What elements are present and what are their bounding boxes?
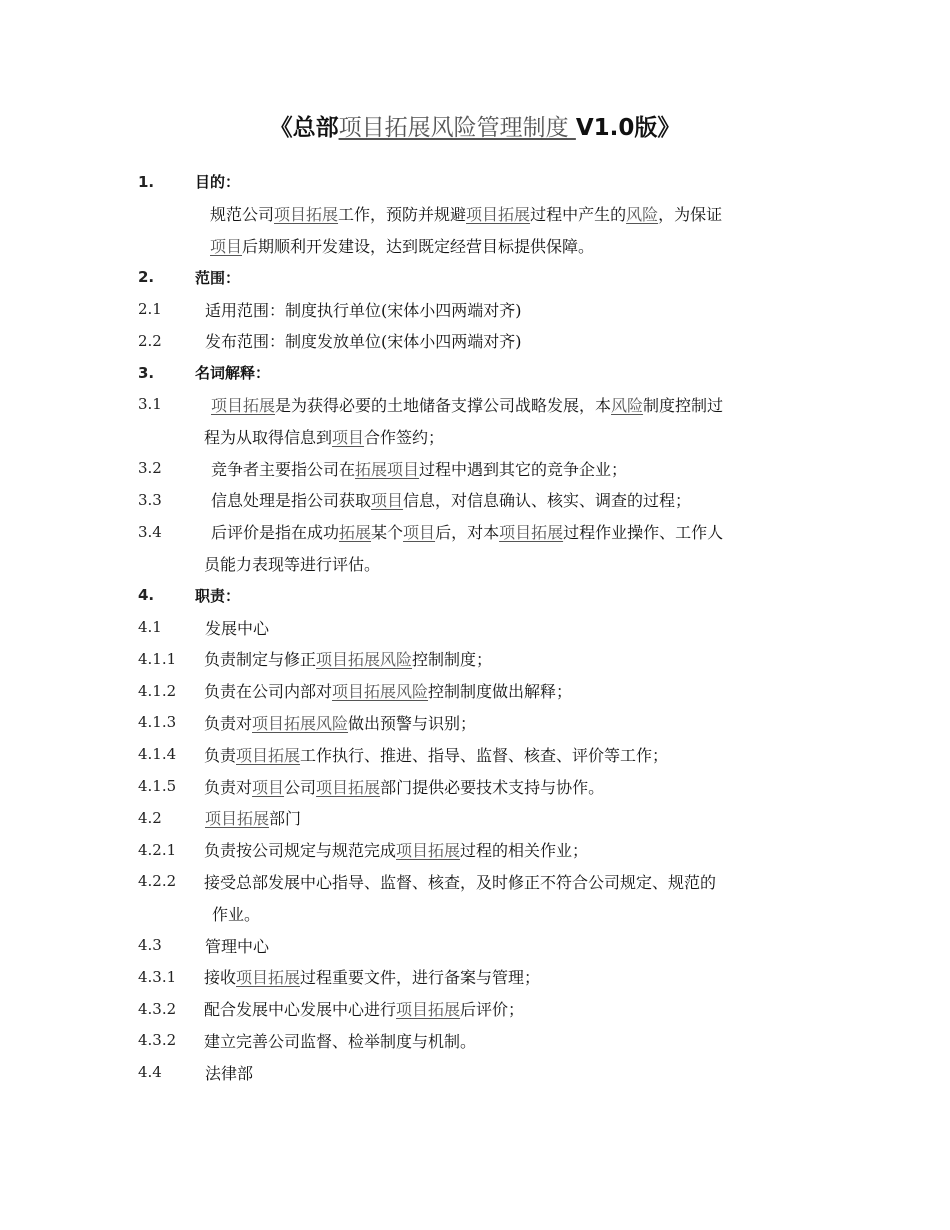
clause-text: 发展中心 (205, 618, 270, 638)
keyword-link: 项目拓展风险 (252, 713, 349, 733)
keyword-link: 项目拓展 (211, 395, 276, 415)
clause-text: 法律部 (205, 1063, 254, 1083)
keyword-link: 项目拓展 (274, 205, 339, 225)
clause-4-3-2 (138, 993, 818, 1025)
clause-4-1-2 (138, 675, 818, 707)
keyword-link: 项目 (210, 236, 243, 256)
section-heading-scope (138, 261, 818, 293)
clause-4-3-2b (138, 1025, 818, 1057)
clause-text: 接受总部发展中心指导、监督、核查，及时修正不符合公司规定、规范的 (204, 872, 717, 892)
clause-number: 4.1.2 (138, 681, 177, 700)
clause-number: 4.2.1 (138, 840, 177, 859)
purpose-line-2 (138, 230, 818, 262)
title-suffix: V1.0版》 (575, 115, 681, 141)
clause-number: 3.3 (138, 490, 162, 509)
clause-4-3-1 (138, 961, 818, 993)
document-title (0, 110, 950, 146)
text-run: 控制制度做出解释； (428, 682, 573, 702)
clause-3-3 (138, 484, 818, 516)
title-prefix: 《总部 (269, 115, 339, 141)
text-run: 公司 (284, 777, 317, 797)
section-number: 2. (138, 268, 155, 287)
clause-number: 4.1.1 (138, 649, 177, 668)
text-run: 负责对 (204, 713, 253, 733)
text-run: 后期顺利开发建设，达到既定经营目标提供保障。 (242, 236, 595, 256)
text-run: 信息处理是指公司获取 (211, 491, 372, 511)
keyword-link: 拓展 (339, 523, 372, 543)
clause-text: 建立完善公司监督、检举制度与机制。 (204, 1031, 477, 1051)
clause-4-2 (138, 802, 818, 834)
clause-4-1 (138, 611, 818, 643)
keyword-link: 项目拓展 (396, 841, 461, 861)
clause-number: 4.1.3 (138, 713, 177, 732)
keyword-link: 风险 (611, 395, 644, 415)
text-run: 过程重要文件，进行备案与管理； (300, 968, 541, 988)
text-run: 工作，预防并规避 (338, 205, 467, 225)
keyword-link: 项目拓展风险 (316, 650, 413, 670)
text-run: 制度控制过 (643, 395, 724, 415)
text-run: 负责 (204, 745, 237, 765)
clause-4-4 (138, 1056, 818, 1088)
clause-3-4 (138, 516, 818, 548)
keyword-link: 项目拓展 (236, 745, 301, 765)
clause-4-2-2-continued (138, 897, 818, 929)
text-run: 规范公司 (210, 205, 275, 225)
section-heading-duties (138, 579, 818, 611)
keyword-link: 项目拓展风险 (332, 682, 429, 702)
clause-4-1-5 (138, 770, 818, 802)
clause-number: 4.3 (138, 936, 162, 955)
clause-4-1-4 (138, 738, 818, 770)
keyword-link: 项目拓展 (205, 809, 270, 829)
section-label: 范围： (195, 268, 241, 287)
text-run: 部门提供必要技术支持与协作。 (380, 777, 605, 797)
keyword-link: 项目拓展 (236, 968, 301, 988)
clause-number: 4.4 (138, 1063, 162, 1082)
text-run: 负责按公司规定与规范完成 (204, 841, 397, 861)
text-run: 部门 (269, 809, 302, 829)
clause-number: 4.2 (138, 808, 162, 827)
text-run: 做出预警与识别； (348, 713, 477, 733)
clause-3-1 (138, 389, 818, 421)
title-keyword: 项目拓展风险管理制度 (338, 115, 576, 141)
text-run: 负责对 (204, 777, 253, 797)
clause-number: 3.4 (138, 522, 162, 541)
clause-2-1 (138, 293, 818, 325)
text-run: 控制制度； (412, 650, 493, 670)
text-run: 负责制定与修正 (204, 650, 317, 670)
text-run: 后评价是指在成功 (211, 523, 340, 543)
keyword-link: 项目拓展 (396, 1000, 461, 1020)
text-run: 工作执行、推进、指导、监督、核查、评价等工作； (300, 745, 669, 765)
section-label: 目的： (195, 173, 241, 192)
clause-text: 管理中心 (205, 936, 270, 956)
clause-number: 2.1 (138, 300, 162, 319)
text-run: 合作签约； (364, 427, 445, 447)
document-body (138, 166, 818, 1088)
clause-4-2-2 (138, 866, 818, 898)
keyword-link: 项目 (252, 777, 285, 797)
clause-2-2 (138, 325, 818, 357)
clause-number: 4.1.5 (138, 777, 177, 796)
text-run: 后评价； (460, 1000, 525, 1020)
clause-number: 4.1 (138, 618, 162, 637)
text-run: 过程作业操作、工作人 (563, 523, 724, 543)
section-label: 职责： (195, 586, 241, 605)
text-run: 后，对本 (435, 523, 500, 543)
text-run: 过程的相关作业； (460, 841, 589, 861)
clause-number: 3.1 (138, 395, 162, 414)
clause-4-1-1 (138, 643, 818, 675)
section-heading-definitions (138, 357, 818, 389)
keyword-link: 项目 (403, 523, 436, 543)
text-run: 接收 (204, 968, 237, 988)
clause-number: 4.2.2 (138, 872, 177, 891)
section-label: 名词解释： (195, 364, 271, 383)
clause-text: 作业。 (212, 904, 261, 924)
keyword-link: 项目拓展 (499, 523, 564, 543)
text-run: 竞争者主要指公司在 (211, 459, 356, 479)
clause-number: 4.3.2 (138, 999, 177, 1018)
text-run: 信息，对信息确认、核实、调查的过程； (403, 491, 692, 511)
text-run: 是为获得必要的土地储备支撑公司战略发展，本 (275, 395, 612, 415)
text-run: 程为从取得信息到 (204, 427, 333, 447)
text-run: 员能力表现等进行评估。 (204, 554, 381, 574)
text-run: 负责在公司内部对 (204, 682, 333, 702)
clause-3-1-continued (138, 420, 818, 452)
text-run: 某个 (371, 523, 404, 543)
keyword-link: 项目拓展 (466, 205, 531, 225)
keyword-link: 项目 (371, 491, 404, 511)
keyword-link: 项目 (332, 427, 365, 447)
section-number: 1. (138, 172, 155, 191)
keyword-link: 风险 (626, 205, 659, 225)
text-run: 过程中遇到其它的竞争企业； (419, 459, 628, 479)
purpose-line-1 (138, 198, 818, 230)
clause-text: 发布范围：制度发放单位(宋体小四两端对齐) (205, 332, 522, 352)
clause-3-4-continued (138, 548, 818, 580)
clause-number: 3.2 (138, 459, 162, 478)
clause-number: 2.2 (138, 331, 162, 350)
keyword-link: 拓展项目 (355, 459, 420, 479)
keyword-link: 项目拓展 (316, 777, 381, 797)
section-heading-purpose (138, 166, 818, 198)
clause-number: 4.1.4 (138, 745, 177, 764)
clause-number: 4.3.2 (138, 1031, 177, 1050)
text-run: ，为保证 (658, 205, 723, 225)
clause-3-2 (138, 452, 818, 484)
clause-number: 4.3.1 (138, 967, 177, 986)
clause-4-3 (138, 929, 818, 961)
clause-text: 适用范围：制度执行单位(宋体小四两端对齐) (205, 300, 522, 320)
section-number: 3. (138, 363, 155, 382)
section-number: 4. (138, 586, 155, 605)
text-run: 过程中产生的 (530, 205, 627, 225)
clause-4-1-3 (138, 707, 818, 739)
clause-4-2-1 (138, 834, 818, 866)
text-run: 配合发展中心发展中心进行 (204, 1000, 397, 1020)
